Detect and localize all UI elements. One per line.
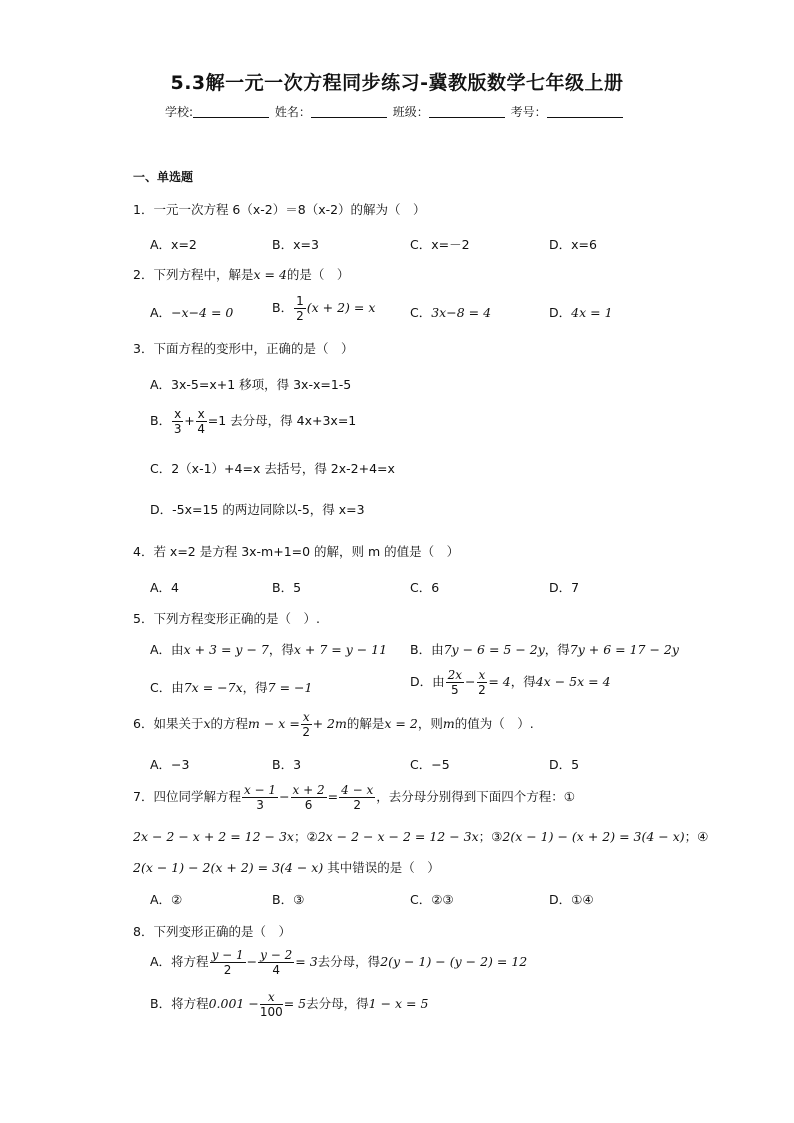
q7-option-a[interactable]: A．② <box>150 892 183 907</box>
q1-option-c[interactable]: C．x=－2 <box>410 237 470 252</box>
q7-post2: 其中错误的是（ ） <box>327 860 440 875</box>
q7-option-d[interactable]: D．①④ <box>549 892 594 907</box>
q8-b-expr0: 0.001 − <box>208 996 259 1011</box>
q6-post: 的值为（ ）. <box>454 716 534 731</box>
q8-a-frac1-den: 2 <box>223 963 232 977</box>
q8-a-expr1: = 3 <box>295 954 318 969</box>
q8-a-frac2 <box>258 948 294 977</box>
q3-b-frac2 <box>196 407 207 436</box>
name-blank[interactable] <box>311 105 387 118</box>
q2-b-fraction <box>294 294 306 323</box>
q7-frac2-num: x + 2 <box>292 783 325 797</box>
q1-option-d[interactable]: D．x=6 <box>549 237 597 252</box>
q5-d-minus: − <box>465 674 476 689</box>
q6-eq-left: m − x = <box>248 716 300 731</box>
q6-pre: 6．如果关于 <box>133 716 204 731</box>
q7-frac2-den: 6 <box>304 798 313 812</box>
q5-d-frac2-num: x <box>478 668 486 682</box>
q4-option-d[interactable]: D．7 <box>549 580 580 595</box>
q7-frac2 <box>291 783 327 812</box>
q8-option-a[interactable] <box>150 948 527 977</box>
q3-option-d[interactable]: D．-5x=15 的两边同除以-5，得 x=3 <box>150 502 365 517</box>
q8-b-expr2: 1 − x = 5 <box>368 996 429 1011</box>
q6-mid2: 的解是 <box>346 716 385 731</box>
q3-b-frac2-den: 4 <box>197 422 206 436</box>
q7-eq2: 2x − 2 − x − 2 = 12 − 3x <box>317 829 479 844</box>
question-7-stem <box>133 783 575 812</box>
q7-sep2: ；③ <box>478 829 503 844</box>
question-5-stem: 5．下列方程变形正确的是（ ）. <box>133 611 320 626</box>
q5-d-expr2: 4x − 5x = 4 <box>535 674 611 689</box>
q2-stem-post: 的是（ ） <box>286 267 350 282</box>
class-blank[interactable] <box>429 105 505 118</box>
q4-option-a[interactable]: A．4 <box>150 580 180 595</box>
q5-option-d[interactable] <box>410 668 611 697</box>
q5-option-b[interactable] <box>410 640 679 658</box>
q8-b-frac <box>260 990 283 1019</box>
q4-option-b[interactable]: B．5 <box>272 580 302 595</box>
q5-option-a[interactable] <box>150 640 387 658</box>
q6-frac-den: 2 <box>302 725 311 739</box>
q7-eq1: 2x − 2 − x + 2 = 12 − 3x <box>133 829 294 844</box>
q3-b-frac1-num: x <box>174 407 182 421</box>
student-info-line <box>165 103 635 120</box>
q3-b-frac1-den: 3 <box>173 422 182 436</box>
q2-b-expr: (x + 2) = x <box>306 300 376 315</box>
question-4-stem: 4．若 x=2 是方程 3x-m+1=0 的解，则 m 的值是（ ） <box>133 544 460 559</box>
q8-a-frac2-den: 4 <box>272 963 281 977</box>
q6-eq-right: + 2m <box>312 716 347 731</box>
q5-d-frac1 <box>446 668 464 697</box>
q7-frac1-num: x − 1 <box>243 783 277 797</box>
q2-b-frac-den: 2 <box>296 309 304 323</box>
question-8-stem: 8．下列变形正确的是（ ） <box>133 924 291 939</box>
q3-b-frac1 <box>172 407 183 436</box>
q2-d-label: D． <box>549 305 572 320</box>
q5-c-expr2: 7 = −1 <box>267 680 313 695</box>
section-heading: 一、单选题 <box>133 170 194 184</box>
q5-a-expr1: x + 3 = y − 7 <box>183 642 269 657</box>
q7-frac3 <box>339 783 375 812</box>
q5-c-pre: C．由 <box>150 680 184 695</box>
q5-a-pre: A．由 <box>150 642 184 657</box>
q6-mid3: ，则 <box>417 716 443 731</box>
q8-a-frac2-num: y − 2 <box>260 948 293 962</box>
q6-fraction <box>301 710 312 739</box>
q5-b-expr2: 7y + 6 = 17 − 2y <box>569 642 679 657</box>
q1-option-b[interactable]: B．x=3 <box>272 237 319 252</box>
question-7-line-3 <box>133 858 440 876</box>
q3-b-frac2-num: x <box>197 407 205 421</box>
q7-post: ，去分母分别得到下面四个方程：① <box>376 789 575 804</box>
q2-a-label: A． <box>150 305 172 320</box>
q8-option-b[interactable] <box>150 990 428 1019</box>
q2-b-label: B． <box>272 300 294 315</box>
q6-option-b[interactable]: B．3 <box>272 757 302 772</box>
q5-a-expr2: x + 7 = y − 11 <box>293 642 388 657</box>
school-blank[interactable] <box>193 105 269 118</box>
q7-option-b[interactable]: B．③ <box>272 892 305 907</box>
q7-eq4: 2(x − 1) − 2(x + 2) = 3(4 − x) <box>133 860 324 875</box>
q7-sep3: ；④ <box>684 829 709 844</box>
q7-eq: = <box>327 789 339 804</box>
q5-option-c[interactable] <box>150 678 312 696</box>
q2-b-frac-num: 1 <box>296 294 304 308</box>
q6-option-a[interactable]: A．−3 <box>150 757 190 772</box>
q6-var-m: m <box>442 716 455 731</box>
q7-option-c[interactable]: C．②③ <box>410 892 454 907</box>
q3-option-a[interactable]: A．3x-5=x+1 移项，得 3x-x=1-5 <box>150 377 352 392</box>
q2-option-a[interactable] <box>150 303 233 321</box>
q2-option-d[interactable] <box>549 303 613 321</box>
q2-a-expr: −x−4 = 0 <box>171 305 234 320</box>
name-label: 姓名： <box>274 105 311 119</box>
q8-a-mid: 去分母，得 <box>317 954 381 969</box>
q7-frac1 <box>242 783 278 812</box>
q7-frac3-den: 2 <box>353 798 361 812</box>
q6-mid: 的方程 <box>210 716 249 731</box>
class-label: 班级： <box>392 105 429 119</box>
q6-var-x: x <box>203 716 211 731</box>
q5-d-frac1-num: 2x <box>447 668 463 682</box>
q2-d-expr: 4x = 1 <box>571 305 613 320</box>
q5-c-expr1: 7x = −7x <box>183 680 243 695</box>
q6-option-c[interactable]: C．−5 <box>410 757 450 772</box>
q8-b-frac-num: x <box>260 990 283 1005</box>
q7-eq3: 2(x − 1) − (x + 2) = 3(4 − x) <box>502 829 685 844</box>
question-7-line-2 <box>133 827 708 845</box>
q8-b-frac-den: 100 <box>259 1005 283 1019</box>
q5-d-mid: ，得 <box>510 674 536 689</box>
q2-c-label: C． <box>410 305 432 320</box>
q2-stem-math: x = 4 <box>253 267 287 282</box>
q6-solution: x = 2 <box>384 716 418 731</box>
q5-d-frac2-den: 2 <box>478 683 486 697</box>
exam-no-label: 考号： <box>510 105 547 119</box>
q3-b-text: =1 去分母，得 4x+3x=1 <box>207 413 357 428</box>
q7-sep1: ；② <box>293 829 318 844</box>
exam-no-blank[interactable] <box>547 105 623 118</box>
q3-option-c[interactable]: C．2（x-1）+4=x 去括号，得 2x-2+4=x <box>150 461 395 476</box>
q3-option-b[interactable] <box>150 407 356 436</box>
q8-a-frac1-num: y − 1 <box>211 948 244 962</box>
q5-d-expr1: = 4 <box>488 674 511 689</box>
q4-option-c[interactable]: C．6 <box>410 580 440 595</box>
question-2-stem <box>133 265 349 283</box>
q6-option-d[interactable]: D．5 <box>549 757 580 772</box>
q8-b-expr1: = 5 <box>283 996 307 1011</box>
q5-d-frac1-den: 5 <box>451 683 459 697</box>
q7-minus: − <box>279 789 290 804</box>
q2-option-b[interactable] <box>272 294 375 323</box>
q3-b-plus: + <box>184 413 195 428</box>
q8-a-expr2: 2(y − 1) − (y − 2) = 12 <box>380 954 528 969</box>
q8-a-minus: − <box>246 954 258 969</box>
question-1-stem: 1．一元一次方程 6（x-2）＝8（x-2）的解为（ ） <box>133 202 426 217</box>
q1-option-a[interactable]: A．x=2 <box>150 237 197 252</box>
q5-b-pre: B．由 <box>410 642 444 657</box>
worksheet-title: 5.3解一元一次方程同步练习-冀教版数学七年级上册 <box>170 72 624 94</box>
q2-option-c[interactable] <box>410 303 491 321</box>
q8-a-pre: A．将方程 <box>150 954 209 969</box>
q8-b-mid: 去分母，得 <box>306 996 369 1011</box>
q6-frac-num: x <box>302 710 310 724</box>
q8-a-frac1 <box>210 948 246 977</box>
school-label: 学校: <box>165 105 194 119</box>
q8-b-pre: B．将方程 <box>150 996 209 1011</box>
q5-b-expr1: 7y − 6 = 5 − 2y <box>443 642 545 657</box>
q5-b-mid: ，得 <box>544 642 570 657</box>
q7-frac3-num: 4 − x <box>341 783 374 797</box>
q5-d-frac2 <box>477 668 488 697</box>
question-6-stem <box>133 710 534 739</box>
q2-c-expr: 3x−8 = 4 <box>431 305 492 320</box>
q7-pre: 7．四位同学解方程 <box>133 789 241 804</box>
q2-stem-pre: 2．下列方程中，解是 <box>133 267 254 282</box>
q3-b-label: B． <box>150 413 172 428</box>
q5-d-pre: D．由 <box>410 674 445 689</box>
q5-a-mid: ，得 <box>268 642 294 657</box>
q7-frac1-den: 3 <box>256 798 264 812</box>
question-3-stem: 3．下面方程的变形中，正确的是（ ） <box>133 341 354 356</box>
q5-c-mid: ，得 <box>242 680 268 695</box>
